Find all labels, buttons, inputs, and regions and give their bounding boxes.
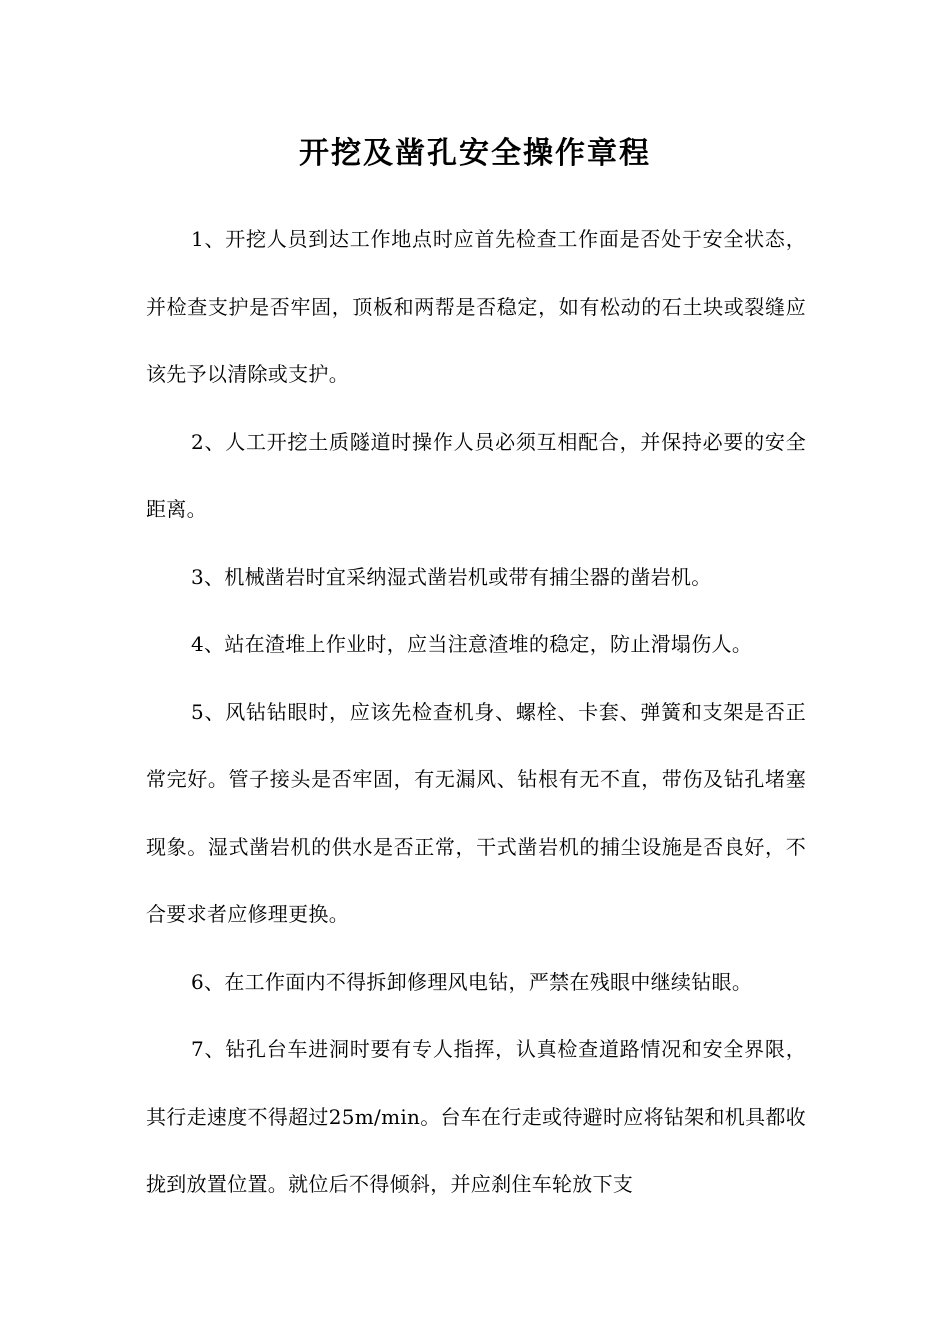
document-title: 开挖及凿孔安全操作章程 xyxy=(299,136,651,171)
paragraph-3: 3、机械凿岩时宜采纳湿式凿岩机或带有捕尘器的凿岩机。 xyxy=(191,564,712,589)
paragraph-5: 5、风钻钻眼时，应该先检查机身、螺栓、卡套、弹簧和支架是否正常完好。管子接头是否牢固，有无漏风、钻根有无不直，带伤及钻孔堵塞现象。湿式凿岩机的供水是否正常，干式凿岩机的捕尘设施是否良好，不合要求者应修理更换。 xyxy=(146,699,806,926)
paragraph-2: 2、人工开挖土质隧道时操作人员必须互相配合，并保持必要的安全距离。 xyxy=(146,429,806,521)
paragraph-4: 4、站在渣堆上作业时，应当注意渣堆的稳定，防止滑塌伤人。 xyxy=(191,632,753,656)
paragraph-7: 7、钻孔台车进洞时要有专人指挥，认真检查道路情况和安全界限，其行走速度不得超过25m/min。台车在行走或待避时应将钻架和机具都收拢到放置位置。就位后不得倾斜，并应刹住车轮放下支 xyxy=(146,1037,806,1196)
document-body xyxy=(146,206,806,1219)
paragraph-6: 6、在工作面内不得拆卸修理风电钻，严禁在残眼中继续钻眼。 xyxy=(191,969,753,994)
paragraph-1: 1、开挖人员到达工作地点时应首先检查工作面是否处于安全状态，并检查支护是否牢固，顶板和两帮是否稳定，如有松动的石土块或裂缝应该先予以清除或支护。 xyxy=(146,227,806,386)
